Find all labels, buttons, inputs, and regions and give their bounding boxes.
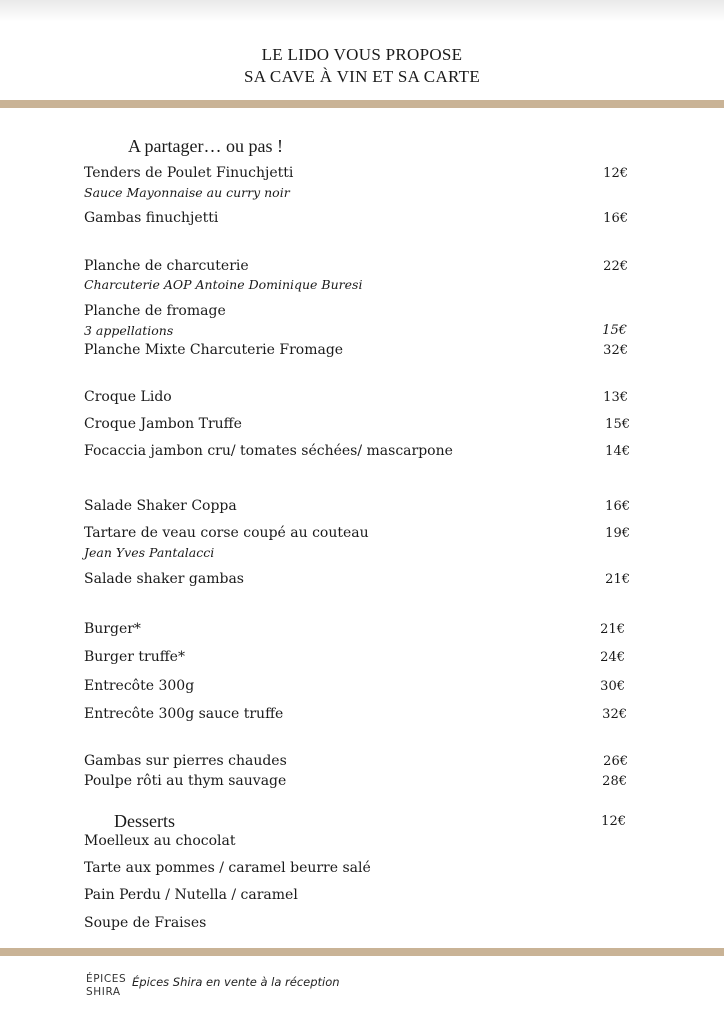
menu-item-price: 16€ bbox=[605, 499, 630, 514]
dessert-item: Pain Perdu / Nutella / caramel bbox=[84, 887, 298, 903]
menu-item-description: Charcuterie AOP Antoine Dominique Buresi bbox=[84, 277, 363, 292]
menu-item-price: 32€ bbox=[603, 343, 628, 358]
menu-item-name: Burger* bbox=[84, 621, 141, 637]
menu-item-price: 12€ bbox=[603, 166, 628, 181]
menu-item-name: Croque Jambon Truffe bbox=[84, 416, 242, 432]
menu-item-name: Planche de fromage bbox=[84, 303, 226, 319]
desserts-price: 12€ bbox=[601, 814, 626, 829]
section-title-partager: A partager… ou pas ! bbox=[128, 136, 283, 156]
menu-item-name: Gambas sur pierres chaudes bbox=[84, 753, 287, 769]
menu-item-price: 28€ bbox=[602, 774, 627, 789]
menu-item-name: Salade Shaker Coppa bbox=[84, 498, 237, 514]
menu-item-name: Focaccia jambon cru/ tomates séchées/ mascarpone bbox=[84, 443, 453, 459]
menu-item-description: Sauce Mayonnaise au curry noir bbox=[84, 185, 290, 200]
dessert-item: Moelleux au chocolat bbox=[84, 833, 236, 849]
menu-item-price: 30€ bbox=[600, 679, 625, 694]
menu-item-price: 22€ bbox=[603, 259, 628, 274]
menu-item-description: 3 appellations bbox=[84, 323, 174, 338]
header-line-2: SA CAVE À VIN ET SA CARTE bbox=[243, 67, 481, 86]
menu-item-price: 15€ bbox=[602, 323, 627, 338]
menu-item-price: 15€ bbox=[605, 417, 630, 432]
menu-item-name: Entrecôte 300g bbox=[84, 678, 195, 694]
dessert-item: Soupe de Fraises bbox=[84, 915, 207, 931]
bottom-divider-band bbox=[0, 948, 724, 956]
header-line-1: LE LIDO VOUS PROPOSE bbox=[261, 45, 463, 64]
menu-item-name: Poulpe rôti au thym sauvage bbox=[84, 773, 287, 789]
menu-item-price: 19€ bbox=[605, 526, 630, 541]
footer-note: Épices Shira en vente à la réception bbox=[132, 975, 340, 989]
top-shadow bbox=[0, 0, 724, 22]
menu-item-name: Tartare de veau corse coupé au couteau bbox=[84, 525, 369, 541]
menu-item-price: 16€ bbox=[603, 211, 628, 226]
menu-item-price: 21€ bbox=[605, 572, 630, 587]
logo-line-1: ÉPICES bbox=[86, 973, 127, 985]
top-divider-band bbox=[0, 100, 724, 108]
menu-item-price: 24€ bbox=[600, 650, 625, 665]
menu-item-name: Entrecôte 300g sauce truffe bbox=[84, 706, 284, 722]
epices-shira-logo bbox=[86, 973, 126, 999]
menu-item-price: 14€ bbox=[605, 444, 630, 459]
logo-line-2: SHIRA bbox=[86, 986, 121, 998]
menu-item-price: 26€ bbox=[603, 754, 628, 769]
menu-item-price: 13€ bbox=[603, 390, 628, 405]
menu-item-name: Gambas finuchjetti bbox=[84, 210, 219, 226]
menu-item-name: Tenders de Poulet Finuchjetti bbox=[84, 165, 294, 181]
menu-item-name: Croque Lido bbox=[84, 389, 172, 405]
menu-item-price: 32€ bbox=[602, 707, 627, 722]
menu-item-name: Salade shaker gambas bbox=[84, 571, 244, 587]
menu-item-description: Jean Yves Pantalacci bbox=[84, 545, 215, 560]
section-title-desserts: Desserts bbox=[114, 811, 175, 831]
menu-item-name: Planche Mixte Charcuterie Fromage bbox=[84, 342, 344, 358]
menu-item-price: 21€ bbox=[600, 622, 625, 637]
dessert-item: Tarte aux pommes / caramel beurre salé bbox=[84, 860, 371, 876]
menu-item-name: Planche de charcuterie bbox=[84, 258, 249, 274]
menu-item-name: Burger truffe* bbox=[84, 649, 185, 665]
